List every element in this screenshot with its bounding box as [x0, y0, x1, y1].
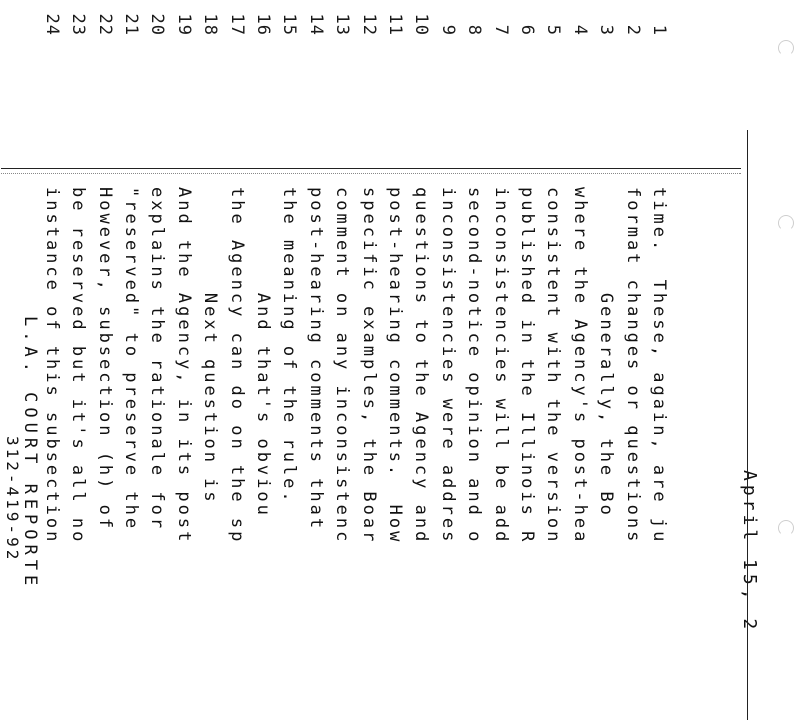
transcript-line: inconsistencies were addres [437, 187, 458, 545]
date-header: April 15, 2 [739, 470, 760, 634]
line-number: 19 [173, 13, 194, 36]
transcript-line: comment on any inconsistenc [332, 187, 353, 545]
transcript-line: Generally, the Bo [596, 187, 617, 518]
court-reporter-phone: 312-419-92 [3, 436, 22, 563]
punch-hole [778, 520, 794, 536]
line-number: 22 [94, 13, 115, 36]
transcript-line: explains the rationale for [147, 187, 168, 532]
transcript-line: the meaning of the rule. [279, 187, 300, 505]
transcript-line: consistent with the version [543, 187, 564, 545]
line-number: 13 [332, 13, 353, 36]
line-number: 1 [649, 24, 669, 36]
transcript-line: format changes or questions [622, 187, 643, 545]
left-margin-dotted-rule [1, 173, 741, 174]
transcript-line: instance of this subsection [41, 187, 62, 545]
transcript-line: And that's obviou [253, 187, 273, 518]
transcript-line: Next question is [200, 187, 221, 505]
punch-hole [778, 40, 794, 56]
line-number: 23 [68, 13, 89, 36]
transcript-line: inconsistencies will be add [490, 187, 511, 545]
court-reporter-name: L.A. COURT REPORTE [20, 316, 40, 591]
line-number: 5 [543, 24, 564, 36]
transcript-line: be reserved but it's all no [68, 187, 89, 545]
transcript-line: post-hearing comments. How [385, 187, 405, 545]
line-number: 10 [411, 13, 432, 36]
transcript-line: post-hearing comments that [305, 187, 326, 532]
punch-hole [778, 215, 794, 231]
line-number: 21 [121, 13, 141, 36]
transcript-line: questions to the Agency and [411, 187, 432, 545]
transcript-line: second-notice opinion and o [464, 187, 485, 545]
line-number: 16 [253, 13, 273, 36]
transcript-line: specific examples, the Boar [358, 187, 379, 545]
transcript-line: However, subsection (h) of [94, 187, 115, 532]
line-number: 12 [358, 13, 379, 36]
header-rule [747, 130, 748, 720]
line-number: 7 [490, 24, 511, 36]
line-number: 2 [622, 24, 643, 36]
line-number: 17 [226, 13, 247, 36]
transcript-line: time. These, again, are ju [649, 187, 669, 545]
left-margin-rule [1, 168, 741, 169]
line-number: 4 [569, 24, 590, 36]
transcript-line: And the Agency, in its post [173, 187, 194, 545]
line-number: 20 [147, 13, 168, 36]
transcript-line: where the Agency's post-hea [569, 187, 590, 545]
line-number: 11 [385, 13, 405, 36]
line-number: 9 [437, 24, 458, 36]
transcript-line: the Agency can do on the sp [226, 187, 247, 545]
line-number: 24 [41, 13, 62, 36]
line-number: 18 [200, 13, 221, 36]
line-number: 8 [464, 24, 485, 36]
line-number: 6 [517, 24, 537, 36]
line-number: 15 [279, 13, 300, 36]
line-number: 3 [596, 24, 617, 36]
line-number: 14 [305, 13, 326, 36]
transcript-line: "reserved" to preserve the [121, 187, 141, 532]
transcript-line: published in the Illinois R [517, 187, 537, 545]
